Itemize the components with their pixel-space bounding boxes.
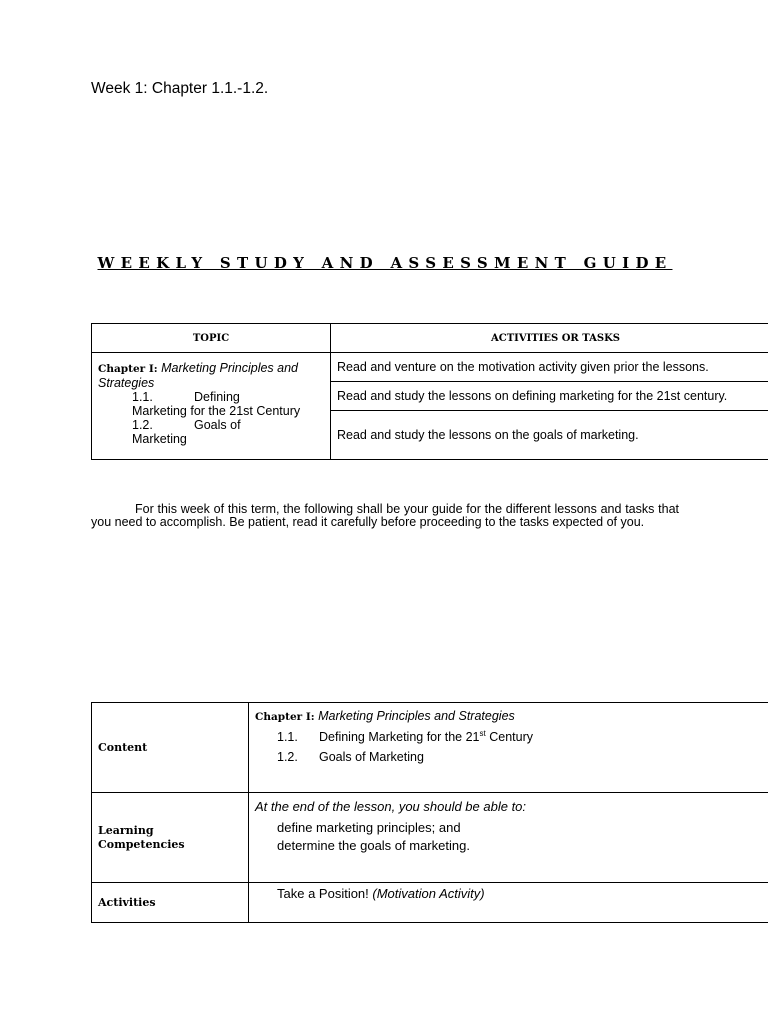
subtopic-1 — [98, 390, 326, 418]
activities-label: Activities — [92, 883, 249, 923]
competencies-label — [92, 793, 249, 883]
activity-1: Read and venture on the motivation activity given prior the lessons. — [331, 353, 768, 382]
topic-table-row — [92, 353, 768, 382]
activity-3: Read and study the lessons on the goals of marketing. — [331, 411, 768, 460]
content-item-1-text: Defining Marketing for the 21 — [319, 730, 480, 745]
subtopic-2-num: 1.2. — [132, 418, 153, 432]
content-item-1 — [255, 729, 768, 750]
competencies-cell — [249, 793, 768, 883]
competencies-intro: At the end of the lesson, you should be able to: — [255, 799, 527, 814]
activities-cell — [249, 883, 768, 923]
content-item-2-text: Goals of Marketing — [319, 750, 424, 764]
guide-table — [91, 702, 768, 923]
header-activities: ACTIVITIES OR TASKS — [331, 324, 768, 353]
header-topic: TOPIC — [92, 324, 331, 353]
content-cell — [249, 703, 768, 793]
content-item-1-sup: st — [479, 729, 486, 738]
content-chapter-line — [255, 709, 768, 729]
topic-cell — [92, 353, 331, 460]
competencies-label-line-1: Learning — [98, 823, 154, 837]
content-item-2-num: 1.2. — [277, 750, 298, 764]
subtopic-1-first: Defining — [194, 390, 240, 404]
content-label: Content — [92, 703, 249, 793]
chapter-title: Marketing Principles and Strategies — [98, 361, 299, 390]
document-title: WEEKLY STUDY AND ASSESSMENT GUIDE — [97, 254, 673, 272]
chapter-line — [98, 361, 326, 390]
content-item-1-end: Century — [485, 730, 533, 745]
competency-2: determine the goals of marketing. — [277, 838, 470, 853]
subtopic-1-num: 1.1. — [132, 390, 153, 404]
chapter-label: Chapter I: — [98, 363, 158, 375]
competencies-label-line-2: Competencies — [98, 837, 185, 851]
subtopic-2-first: Goals of — [194, 418, 241, 432]
competencies-row — [92, 793, 768, 883]
content-item-2 — [255, 750, 768, 770]
subtopic-1-rest: Marketing for the 21st Century — [132, 404, 301, 418]
activity-note: (Motivation Activity) — [372, 886, 485, 901]
activity-text: Take a Position! — [277, 886, 373, 901]
competency-1: define marketing principles; and — [277, 820, 461, 835]
content-item-1-num: 1.1. — [277, 730, 298, 745]
content-row — [92, 703, 768, 793]
content-chapter-title: Marketing Principles and Strategies — [318, 709, 515, 723]
subtopic-2 — [98, 418, 326, 446]
subtopic-2-rest: Marketing — [132, 432, 187, 446]
week-heading: Week 1: Chapter 1.1.-1.2. — [91, 80, 269, 97]
topic-table — [91, 323, 768, 460]
activity-2: Read and study the lessons on defining marketing for the 21st century. — [331, 382, 768, 411]
topic-table-header-row — [92, 324, 768, 353]
activities-row — [92, 883, 768, 923]
intro-paragraph: For this week of this term, the following shall be your guide for the different lessons and tasks that you need to accomplish. Be patient, read it carefully before proceeding to the tasks expected of you. — [91, 501, 679, 529]
content-chapter-label: Chapter I: — [255, 711, 315, 723]
